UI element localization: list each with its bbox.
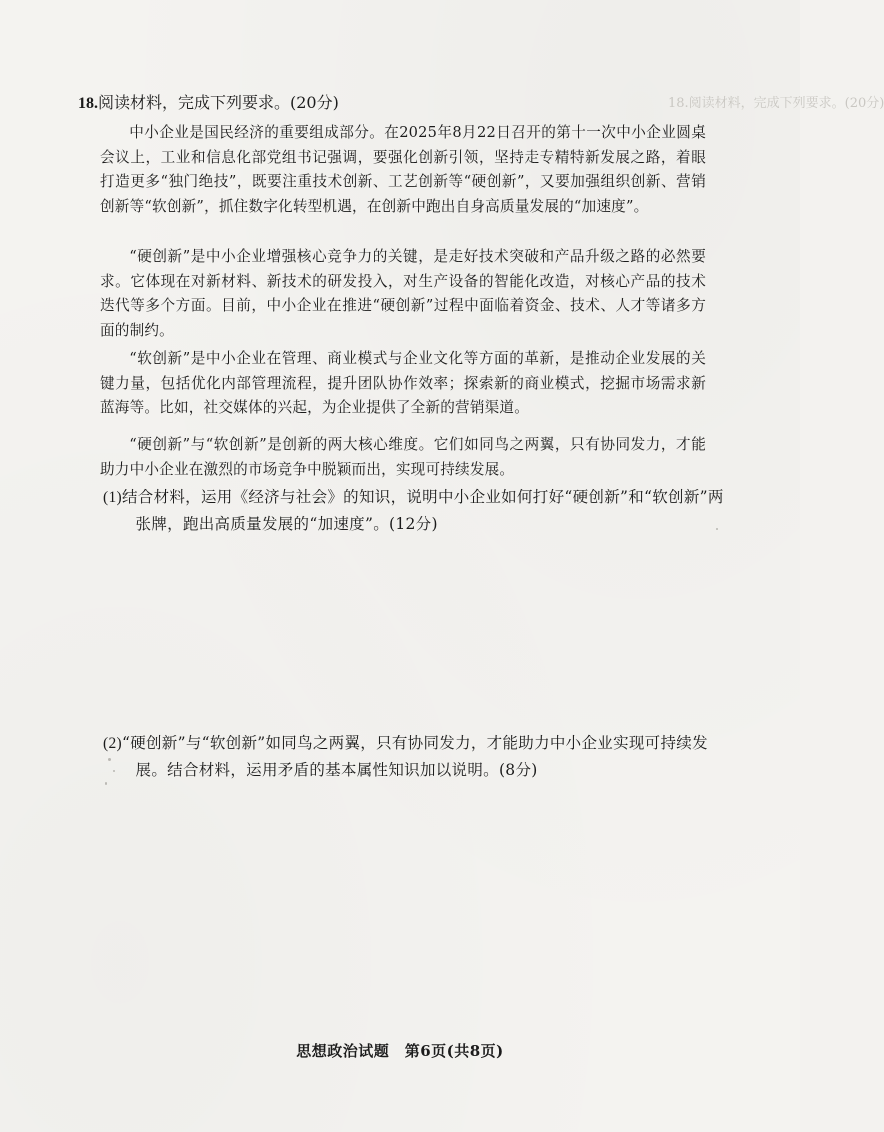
sub-question-1 xyxy=(103,484,736,537)
scan-speck xyxy=(113,770,115,772)
material-paragraph-4: “硬创新”与“软创新”是创新的两大核心维度。它们如同鸟之两翼，只有协同发力，才能助力中小企业在激烈的市场竞争中脱颖而出，实现可持续发展。 xyxy=(100,436,706,478)
question-instruction: 阅读材料，完成下列要求。(20分) xyxy=(98,93,339,112)
scan-speck xyxy=(105,782,107,785)
sub-question-1-text: 结合材料，运用《经济与社会》的知识，说明中小企业如何打好“硬创新”和“软创新”两张牌，跑出高质量发展的“加速度”。(12分) xyxy=(121,488,724,533)
bleed-through-text: 18.阅读材料，完成下列要求。(20分) xyxy=(668,96,884,111)
sub-question-2-number: (2) xyxy=(103,735,122,752)
sub-question-2-text: “硬创新”与“软创新”如同鸟之两翼，只有协同发力，才能助力中小企业实现可持续发展。结合材料，运用矛盾的基本属性知识加以说明。(8分) xyxy=(121,734,708,779)
material-paragraph-2: “硬创新”是中小企业增强核心竞争力的关键，是走好技术突破和产品升级之路的必然要求。它体现在对新材料、新技术的研发投入，对生产设备的智能化改造，对核心产品的技术迭代等多个方面。目前，中小企业在推进“硬创新”过程中面临着资金、技术、人才等诸多方面的制约。 xyxy=(100,248,706,339)
scan-speck xyxy=(716,528,718,530)
sub-question-1-number: (1) xyxy=(103,489,122,506)
scan-speck xyxy=(108,758,111,761)
question-number: 18. xyxy=(78,95,98,112)
material-paragraph-3: “软创新”是中小企业在管理、商业模式与企业文化等方面的革新，是推动企业发展的关键力量，包括优化内部管理流程，提升团队协作效率；探索新的商业模式，挖掘市场需求新蓝海等。比如，社交媒体的兴起，为企业提供了全新的营销渠道。 xyxy=(100,350,706,416)
material-paragraph-1: 中小企业是国民经济的重要组成部分。在2025年8月22日召开的第十一次中小企业圆桌会议上，工业和信息化部党组书记强调，要强化创新引领，坚持走专精特新发展之路，着眼打造更多“独门绝技”，既要注重技术创新、工艺创新等“硬创新”，又要加强组织创新、营销创新等“软创新”，抓住数字化转型机遇，在创新中跑出自身高质量发展的“加速度”。 xyxy=(100,124,706,215)
page-footer: 思想政治试题 第6页(共8页) xyxy=(296,1042,504,1060)
sub-question-2 xyxy=(103,730,736,783)
question-header xyxy=(78,92,339,115)
